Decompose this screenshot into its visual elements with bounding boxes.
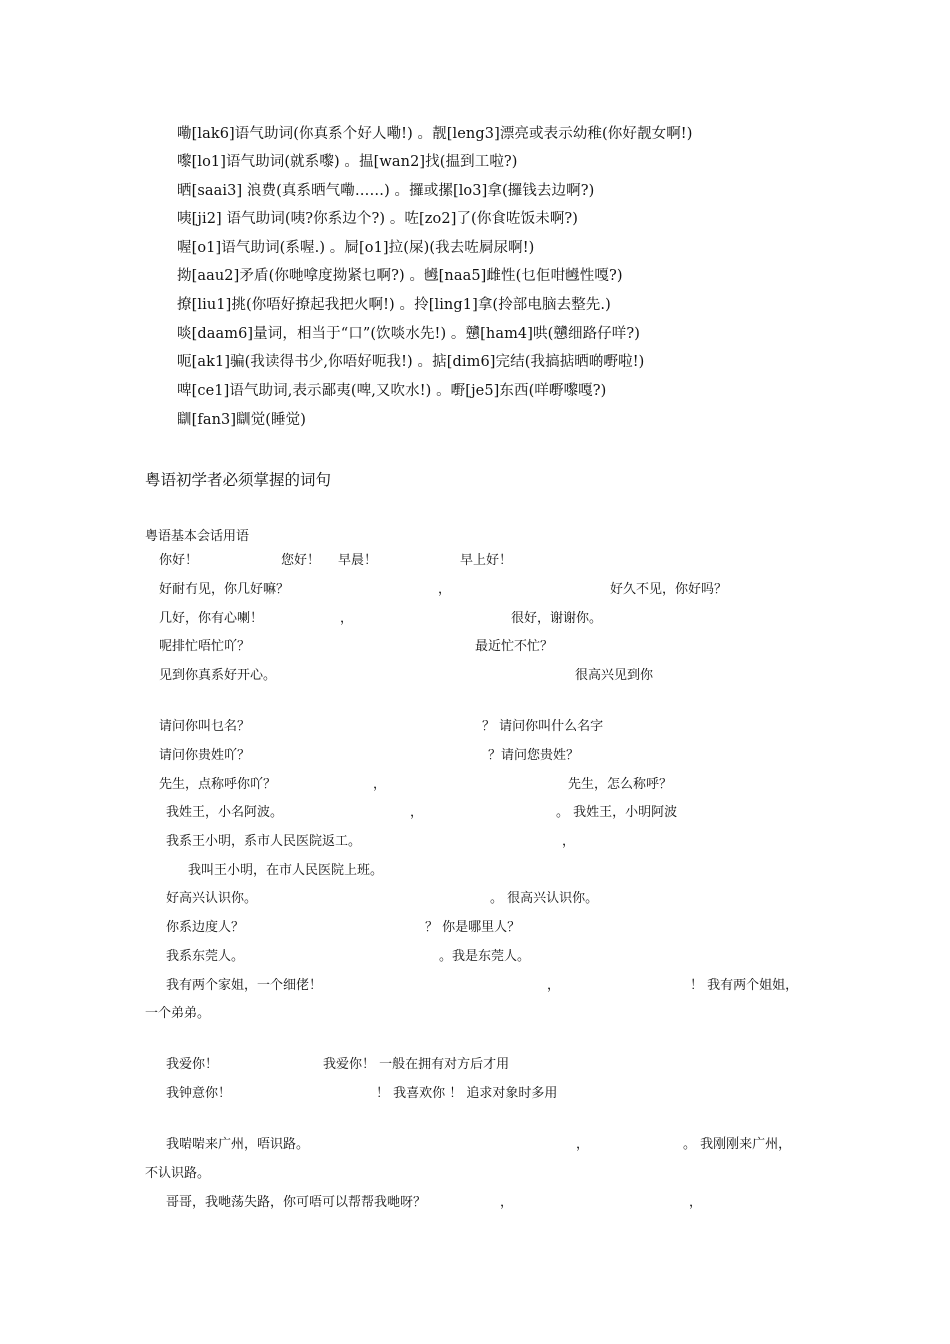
vocab-line: 嘞[lak6]语气助词(你真系个好人嘞!) 。靓[leng3]漂亮或表示幼稚(你好靓女啊!) (177, 126, 693, 142)
phrase-text: 请问你叫乜名？ (159, 719, 251, 734)
vocab-line: 嚟[lo1]语气助词(就系嚟) 。揾[wan2]找(揾到工啦?) (177, 154, 518, 170)
vocab-line: 啖[daam6]量词，相当于“口”(饮啖水先!) 。戇[ham4]哄(戇细路仔咩?) (177, 326, 640, 342)
phrase-text: 。 很高兴认识你。 (490, 891, 599, 906)
vocab-line: 晒[saai3] 浪费(真系晒气嘞……) 。攞或摞[lo3]拿(攞钱去边啊?) (177, 183, 595, 199)
phrase-text: 我姓王，小名阿波。 (166, 805, 284, 820)
phrase-text: ， (547, 978, 561, 993)
phrase-text: ， (562, 834, 576, 849)
phrase-text: 。 我刚刚来广州， (683, 1137, 792, 1152)
phrase-text: 见到你真系好开心。 (159, 668, 277, 683)
vocab-line: 撩[liu1]挑(你唔好撩起我把火啊!) 。拎[ling1]拿(拎部电脑去整先.) (177, 297, 611, 313)
phrase-text: 我爱你！ (166, 1057, 219, 1072)
phrase-text: 先生，怎么称呼？ (568, 777, 673, 792)
phrase-text: 很高兴见到你 (575, 668, 654, 683)
phrase-text: 请问你贵姓吖？ (159, 748, 251, 763)
vocab-line: 瞓[fan3]瞓觉(睡觉) (177, 412, 307, 428)
phrase-text: ， (410, 805, 424, 820)
phrase-text: 我系东莞人。 (166, 949, 245, 964)
phrase-text: 。我是东莞人。 (439, 949, 531, 964)
phrase-text: ！ 我有两个姐姐， (690, 978, 799, 993)
phrase-text: ， (438, 582, 452, 597)
phrase-text: 几好，你有心喇！ (159, 611, 264, 626)
phrase-text: 好久不见，你好吗？ (610, 582, 728, 597)
phrase-text: ？请问您贵姓？ (488, 748, 580, 763)
phrase-text: ！ 我喜欢你 ！ 追求对象时多用 (376, 1086, 558, 1101)
vocab-line: 啤[ce1]语气助词,表示鄙夷(啤,又吹水!) 。嘢[je5]东西(咩嘢嚟嘎?) (177, 383, 607, 399)
phrase-text: 好高兴认识你。 (166, 891, 258, 906)
phrase-text: ， (340, 611, 354, 626)
phrase-text: ， (576, 1137, 590, 1152)
phrase-text: 不认识路。 (145, 1166, 211, 1181)
phrase-text: 我爱你！ 一般在拥有对方后才用 (323, 1057, 510, 1072)
vocab-line: 拗[aau2]矛盾(你哋嗱度拗紧乜啊?) 。乸[naa5]雌性(乜佢咁乸性嘎?) (177, 268, 623, 284)
phrase-text: 我有两个家姐，一个细佬！ (166, 978, 323, 993)
phrase-text: 呢排忙唔忙吖？ (159, 639, 251, 654)
phrase-text: 您好！ (281, 553, 321, 568)
phrase-text: 我系王小明，系市人民医院返工。 (166, 834, 362, 849)
subheading: 粤语基本会话用语 (145, 529, 250, 544)
phrase-text: 先生，点称呼你吖？ (159, 777, 277, 792)
section-title: 粤语初学者必须掌握的词句 (145, 471, 332, 489)
phrase-text: 很好，谢谢你。 (511, 611, 603, 626)
phrase-text: ， (500, 1195, 514, 1210)
phrase-text: 好耐冇见，你几好嘛？ (159, 582, 290, 597)
phrase-text: 你系边度人？ (166, 920, 245, 935)
phrase-text: 一个弟弟。 (145, 1006, 211, 1021)
phrase-text: ， (689, 1195, 703, 1210)
phrase-text: 最近忙不忙？ (475, 639, 554, 654)
vocab-line: 喔[o1]语气助词(系喔.) 。屙[o1]拉(屎)(我去咗屙尿啊!) (177, 240, 535, 256)
vocab-line: 呃[ak1]骗(我读得书少,你唔好呃我!) 。掂[dim6]完结(我搞掂晒啲嘢啦!) (177, 354, 645, 370)
phrase-text: 我啱啱来广州，唔识路。 (166, 1137, 310, 1152)
vocab-line: 咦[ji2] 语气助词(咦?你系边个?) 。咗[zo2]了(你食咗饭未啊?) (177, 211, 579, 227)
phrase-text: 早晨！ (338, 553, 378, 568)
phrase-text: 。 我姓王，小明阿波 (556, 805, 678, 820)
phrase-text: ？ 你是哪里人？ (425, 920, 521, 935)
phrase-text: 你好！ (159, 553, 199, 568)
phrase-text: ？ 请问你叫什么名字 (482, 719, 604, 734)
phrase-text: ， (373, 777, 387, 792)
phrase-text: 早上好！ (460, 553, 513, 568)
phrase-text: 哥哥，我哋荡失路，你可唔可以帮帮我哋呀？ (166, 1195, 427, 1210)
phrase-text: 我钟意你！ (166, 1086, 232, 1101)
phrase-text: 我叫王小明，在市人民医院上班。 (188, 863, 384, 878)
